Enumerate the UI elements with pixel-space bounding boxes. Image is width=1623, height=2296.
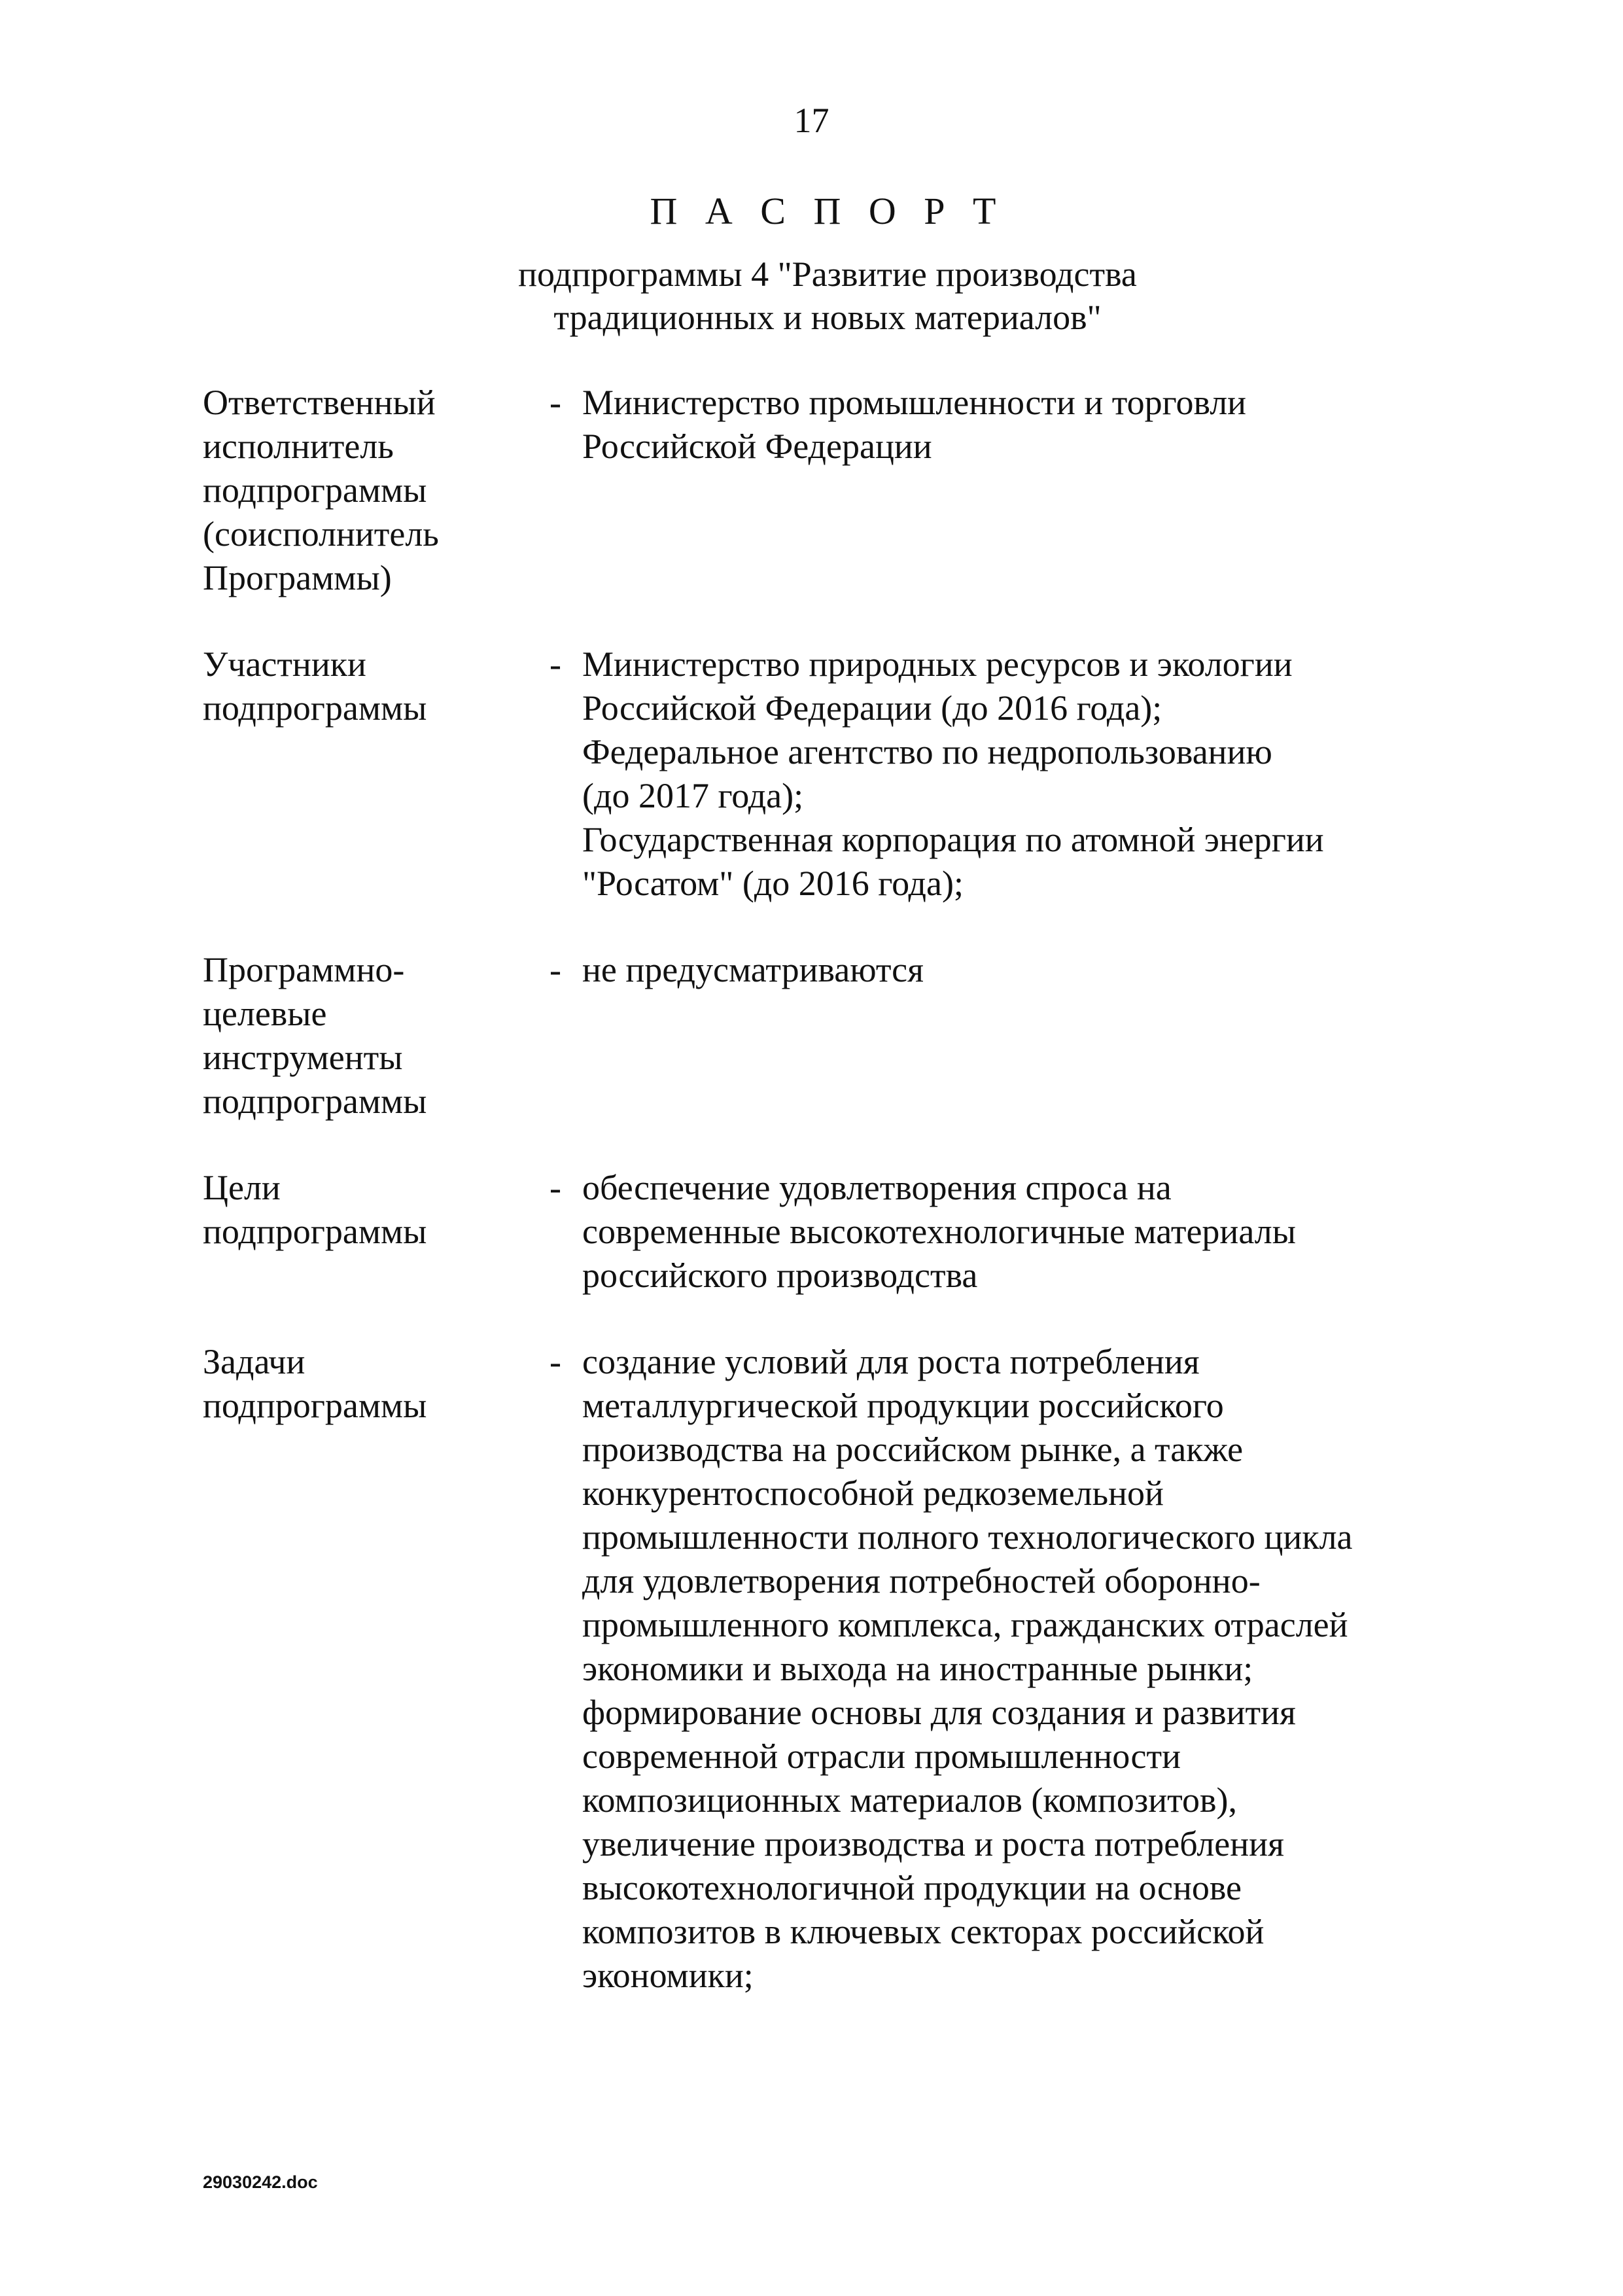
term-line: целевые bbox=[203, 994, 327, 1033]
row-dash: - bbox=[550, 1342, 561, 1381]
row-term bbox=[203, 381, 550, 600]
term-line: подпрограммы bbox=[203, 1082, 427, 1121]
desc-line: композитов в ключевых секторах российской bbox=[582, 1912, 1265, 1951]
desc-line: Государственная корпорация по атомной энергии bbox=[582, 820, 1324, 859]
desc-line: российского производства bbox=[582, 1256, 978, 1295]
desc-line: Российской Федерации bbox=[582, 427, 932, 466]
desc-line: промышленности полного технологического цикла bbox=[582, 1517, 1353, 1557]
desc-line: экономики и выхода на иностранные рынки; bbox=[582, 1649, 1253, 1688]
desc-line: не предусматриваются bbox=[582, 950, 924, 989]
desc-line: промышленного комплекса, гражданских отраслей bbox=[582, 1605, 1348, 1644]
desc-line: Федеральное агентство по недропользованию bbox=[582, 732, 1272, 771]
passport-row-instruments bbox=[203, 948, 1478, 1123]
footer-filename: 29030242.doc bbox=[203, 2172, 318, 2192]
term-line: Задачи bbox=[203, 1342, 305, 1381]
row-description bbox=[582, 381, 1478, 468]
desc-line: (до 2017 года); bbox=[582, 776, 804, 815]
row-term bbox=[203, 1166, 550, 1254]
desc-line: обеспечение удовлетворения спроса на bbox=[582, 1168, 1172, 1207]
term-line: подпрограммы bbox=[203, 1212, 427, 1251]
row-dash: - bbox=[550, 383, 561, 422]
term-line: Программы) bbox=[203, 558, 392, 597]
desc-line: формирование основы для создания и развития bbox=[582, 1693, 1296, 1732]
desc-line: металлургической продукции российского bbox=[582, 1386, 1224, 1425]
desc-line: Министерство промышленности и торговли bbox=[582, 383, 1247, 422]
term-line: подпрограммы bbox=[203, 688, 427, 728]
row-description bbox=[582, 948, 1478, 992]
row-description bbox=[582, 1166, 1478, 1298]
row-dash: - bbox=[550, 1168, 561, 1207]
term-line: Участники bbox=[203, 645, 366, 684]
row-term bbox=[203, 948, 550, 1123]
desc-line: Министерство природных ресурсов и экологии bbox=[582, 645, 1293, 684]
row-description bbox=[582, 643, 1478, 906]
row-term bbox=[203, 643, 550, 730]
passport-row-responsible bbox=[203, 381, 1478, 600]
desc-line: увеличение производства и роста потребления bbox=[582, 1824, 1284, 1863]
desc-line: композиционных материалов (композитов), bbox=[582, 1780, 1237, 1820]
passport-row-tasks bbox=[203, 1340, 1478, 1998]
row-term bbox=[203, 1340, 550, 1428]
desc-line: современные высокотехнологичные материалы bbox=[582, 1212, 1296, 1251]
term-line: Ответственный bbox=[203, 383, 436, 422]
document-title: П А С П О Р Т bbox=[650, 190, 1005, 232]
desc-line: для удовлетворения потребностей оборонно- bbox=[582, 1561, 1261, 1600]
subtitle-line: подпрограммы 4 "Развитие производства bbox=[518, 255, 1137, 294]
term-line: подпрограммы bbox=[203, 470, 427, 510]
desc-line: современной отрасли промышленности bbox=[582, 1737, 1181, 1776]
desc-line: "Росатом" (до 2016 года); bbox=[582, 864, 964, 903]
term-line: подпрограммы bbox=[203, 1386, 427, 1425]
document-subtitle bbox=[0, 253, 1623, 339]
desc-line: экономики; bbox=[582, 1956, 754, 1995]
desc-line: производства на российском рынке, а также bbox=[582, 1430, 1244, 1469]
row-description bbox=[582, 1340, 1478, 1998]
term-line: Цели bbox=[203, 1168, 281, 1207]
subtitle-line: традиционных и новых материалов" bbox=[553, 298, 1102, 337]
term-line: (соисполнитель bbox=[203, 514, 439, 554]
desc-line: высокотехнологичной продукции на основе bbox=[582, 1868, 1242, 1907]
term-line: исполнитель bbox=[203, 427, 394, 466]
term-line: инструменты bbox=[203, 1038, 403, 1077]
page-number: 17 bbox=[794, 101, 829, 140]
row-dash: - bbox=[550, 950, 561, 989]
passport-row-goals bbox=[203, 1166, 1478, 1298]
desc-line: Российской Федерации (до 2016 года); bbox=[582, 688, 1162, 728]
passport-row-participants bbox=[203, 643, 1478, 906]
desc-line: создание условий для роста потребления bbox=[582, 1342, 1200, 1381]
desc-line: конкурентоспособной редкоземельной bbox=[582, 1474, 1164, 1513]
row-dash: - bbox=[550, 645, 561, 684]
passport-table bbox=[203, 381, 1478, 1998]
term-line: Программно- bbox=[203, 950, 405, 989]
